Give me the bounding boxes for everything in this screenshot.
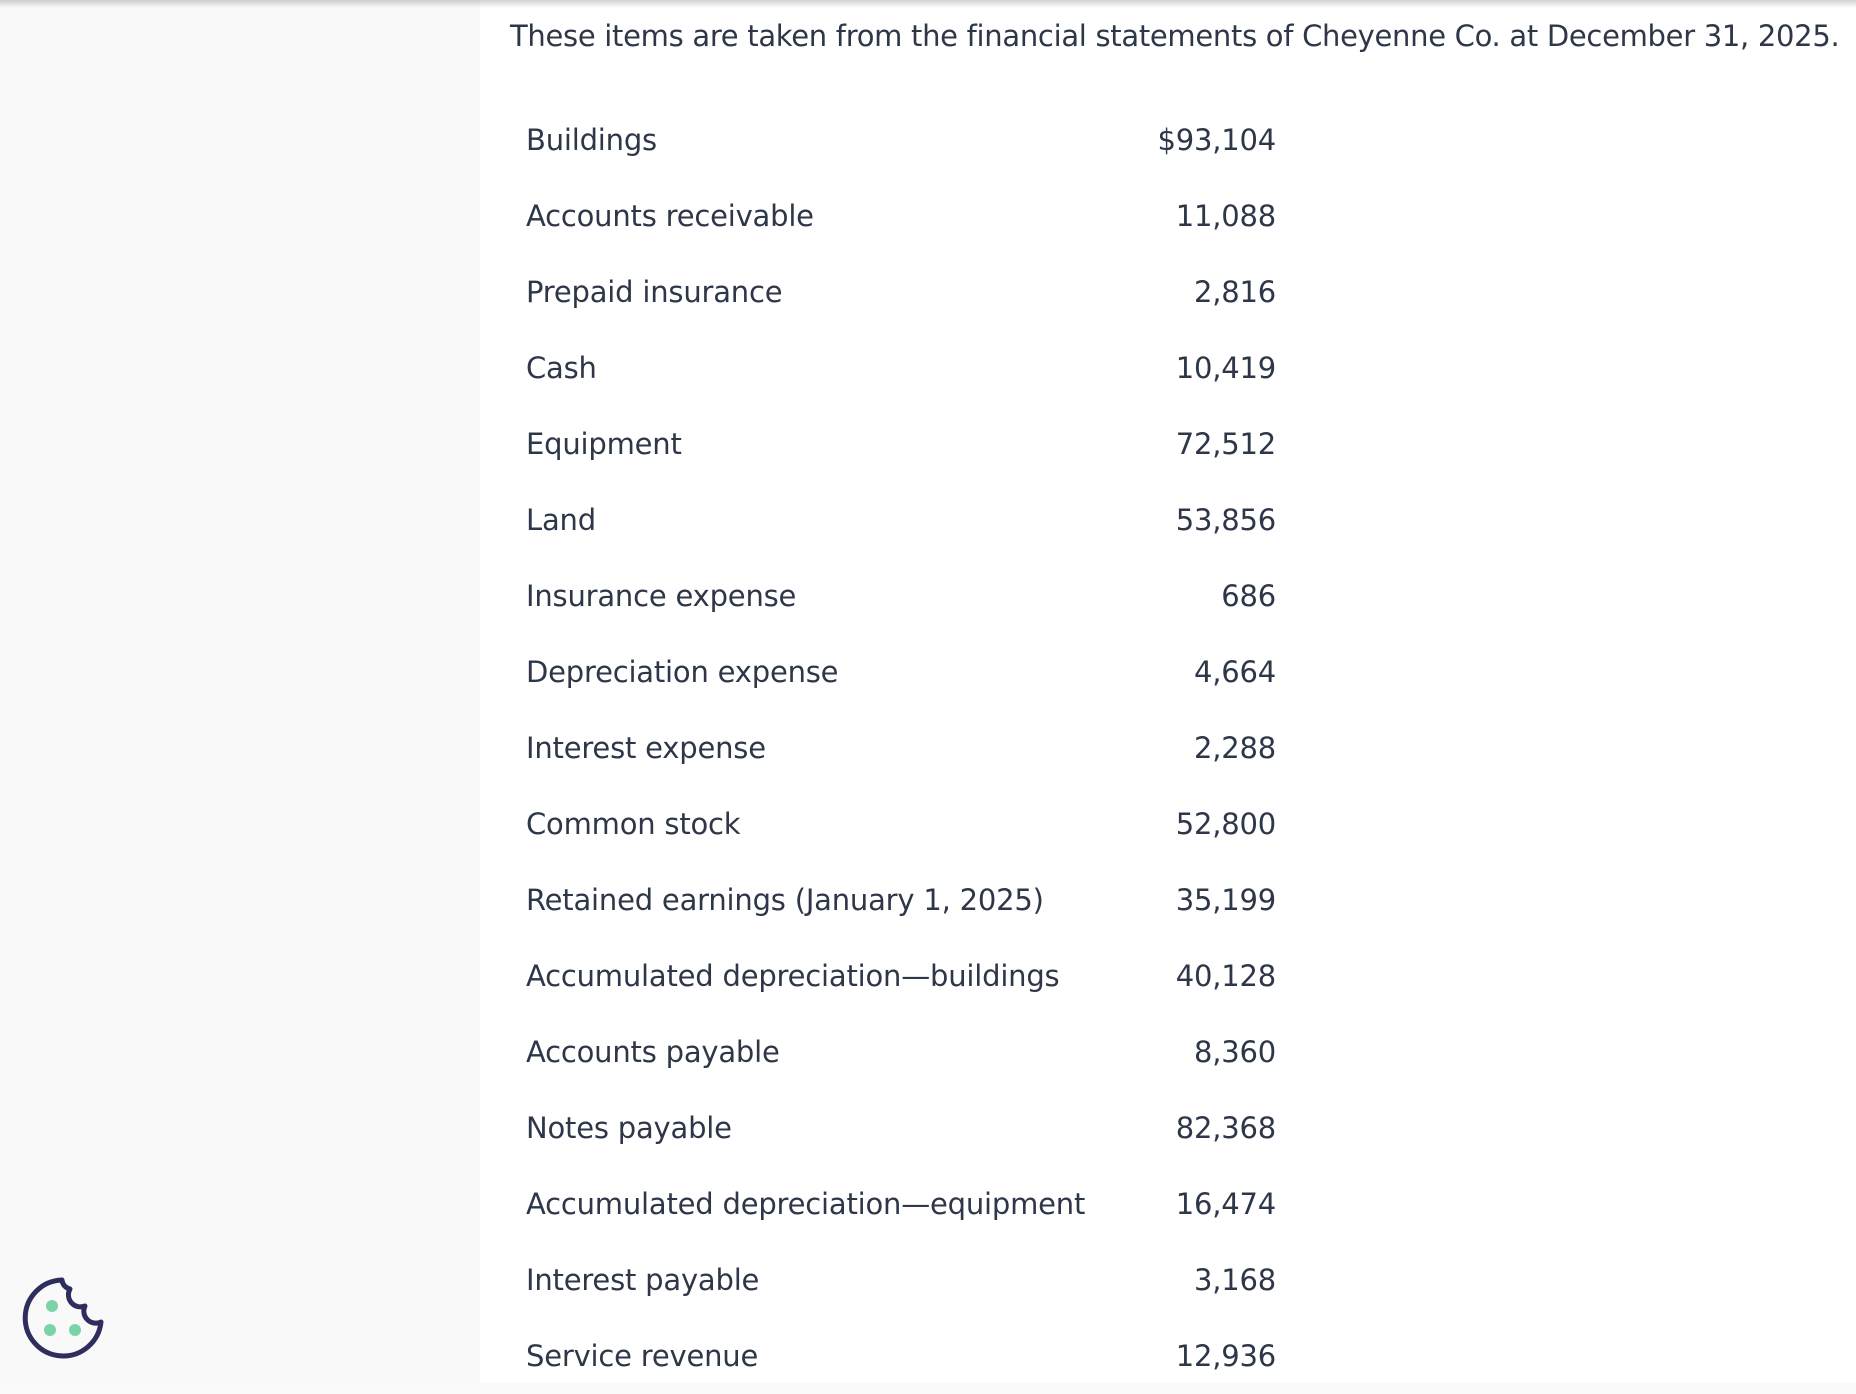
item-label: Interest expense (526, 731, 766, 765)
table-row (526, 482, 1276, 558)
item-label: Depreciation expense (526, 655, 839, 689)
item-label: Accounts receivable (526, 199, 814, 233)
cookie-dot (46, 1300, 58, 1312)
item-value: 52,800 (1175, 807, 1276, 841)
item-value: 16,474 (1175, 1187, 1276, 1221)
table-row (526, 558, 1276, 634)
item-value: 11,088 (1175, 199, 1276, 233)
table-row (526, 1090, 1276, 1166)
item-label: Land (526, 503, 596, 537)
item-value: 10,419 (1175, 351, 1276, 385)
cookie-dot (44, 1324, 56, 1336)
cookie-settings-button[interactable] (22, 1276, 106, 1360)
problem-content (480, 0, 1856, 1383)
item-value: 4,664 (1193, 655, 1276, 689)
table-row (526, 1242, 1276, 1318)
item-label: Accumulated depreciation—buildings (526, 959, 1060, 993)
table-row (526, 710, 1276, 786)
item-label: Interest payable (526, 1263, 760, 1297)
item-label: Common stock (526, 807, 741, 841)
item-label: Notes payable (526, 1111, 732, 1145)
item-value: 40,128 (1175, 959, 1276, 993)
financial-items-table (526, 102, 1276, 1394)
item-label: Service revenue (526, 1339, 759, 1373)
intro-text: These items are taken from the financial statements of Cheyenne Co. at December 31, 2025. (510, 19, 1840, 53)
item-label: Accumulated depreciation—equipment (526, 1187, 1086, 1221)
item-value: 35,199 (1175, 883, 1276, 917)
item-value: 2,816 (1193, 275, 1276, 309)
item-label: Prepaid insurance (526, 275, 783, 309)
table-row (526, 1014, 1276, 1090)
item-value: 8,360 (1193, 1035, 1276, 1069)
table-row (526, 178, 1276, 254)
table-row (526, 786, 1276, 862)
top-edge-shadow (0, 0, 1856, 8)
table-row (526, 938, 1276, 1014)
item-value: 12,936 (1175, 1339, 1276, 1373)
item-value: 3,168 (1193, 1263, 1276, 1297)
table-row (526, 330, 1276, 406)
table-row (526, 862, 1276, 938)
item-label: Equipment (526, 427, 682, 461)
cookie-icon (22, 1276, 106, 1360)
item-label: Cash (526, 351, 597, 385)
item-value: 53,856 (1175, 503, 1276, 537)
table-row (526, 254, 1276, 330)
item-value: $93,104 (1157, 123, 1276, 157)
item-label: Buildings (526, 123, 657, 157)
item-label: Insurance expense (526, 579, 797, 613)
table-row (526, 1166, 1276, 1242)
cookie-outline (25, 1280, 101, 1356)
item-label: Retained earnings (January 1, 2025) (526, 883, 1044, 917)
left-sidebar (0, 0, 480, 1383)
cookie-dot (69, 1324, 81, 1336)
table-row (526, 634, 1276, 710)
table-row (526, 102, 1276, 178)
item-value: 82,368 (1175, 1111, 1276, 1145)
item-value: 72,512 (1175, 427, 1276, 461)
item-value: 2,288 (1193, 731, 1276, 765)
item-value: 686 (1221, 579, 1276, 613)
table-row (526, 406, 1276, 482)
item-label: Accounts payable (526, 1035, 780, 1069)
